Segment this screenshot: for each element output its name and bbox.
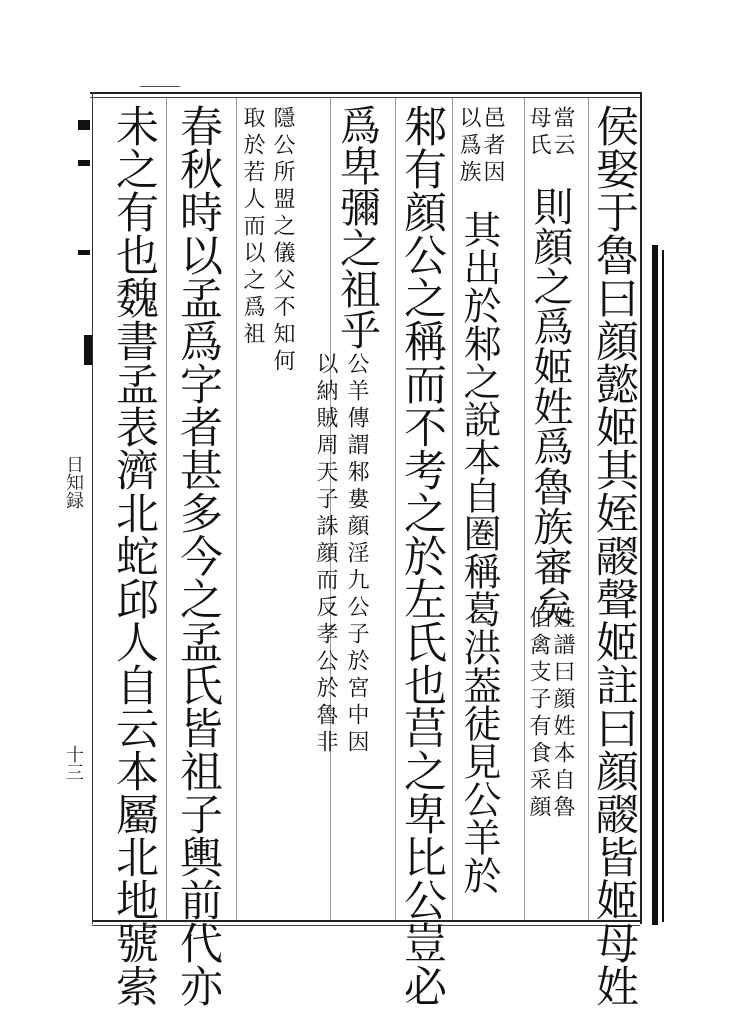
text-column-note: 當云 bbox=[550, 106, 575, 160]
text-column-note: 隱公所盟之儀父不知何 bbox=[270, 106, 295, 376]
column-rule bbox=[236, 98, 237, 920]
text-column-note: 以納賊周天子誅顔而反孝公於魯非 bbox=[313, 352, 338, 757]
frame-right-line bbox=[640, 92, 642, 924]
frame-left-line bbox=[92, 92, 93, 924]
text-column-main: 春秋時以孟爲字者甚多今之孟氏皆祖子輿前代亦 bbox=[173, 104, 223, 1007]
text-column-note: 伯禽支子有食采顔 bbox=[526, 606, 551, 822]
fold-mark bbox=[78, 160, 90, 166]
text-column-main: 其出於邾之說本自圏稱葛洪葢徒見公羊於 bbox=[457, 210, 501, 894]
fold-mark bbox=[78, 120, 90, 130]
fold-label: 日知録 bbox=[63, 455, 84, 509]
text-column-note: 母氏 bbox=[526, 106, 551, 160]
column-rule bbox=[166, 98, 167, 920]
column-rule bbox=[524, 98, 525, 920]
text-column-note: 以爲族 bbox=[456, 106, 481, 187]
text-column-note: 邑者因 bbox=[480, 106, 505, 187]
binding-edge-bar bbox=[652, 245, 658, 925]
column-rule bbox=[395, 98, 396, 920]
text-column-note: 公羊傳謂邾婁顔淫九公子於宮中因 bbox=[344, 352, 369, 757]
binding-edge-bar-thin bbox=[662, 250, 664, 922]
frame-top-line bbox=[90, 92, 642, 94]
fish-tail-mark bbox=[84, 335, 92, 365]
text-column-main: 侯娶于魯曰顔懿姬其姪鬷聲姬註曰顔鬷皆姬母姓 bbox=[589, 104, 639, 1007]
text-column-main: 則顔之爲姬姓爲魯族審矣 bbox=[527, 186, 573, 626]
frame-top-line-inner bbox=[90, 97, 642, 98]
text-column-note: 取於若人而以之爲祖 bbox=[240, 106, 265, 349]
fold-mark bbox=[78, 250, 90, 255]
top-stub-mark bbox=[140, 86, 180, 87]
text-column-note: 姓譜曰顔姓本自魯 bbox=[550, 606, 575, 822]
page-number: 十三 bbox=[63, 745, 84, 781]
text-column-main: 未之有也魏書孟表濟北蛇邱人自云本屬北地號索 bbox=[109, 104, 159, 1007]
column-rule bbox=[452, 98, 453, 920]
text-column-main: 爲卑彌之祖乎 bbox=[333, 104, 381, 350]
text-column-main: 邾有顔公之稱而不考之於左氏也莒之卑比公豈必 bbox=[397, 104, 447, 1007]
